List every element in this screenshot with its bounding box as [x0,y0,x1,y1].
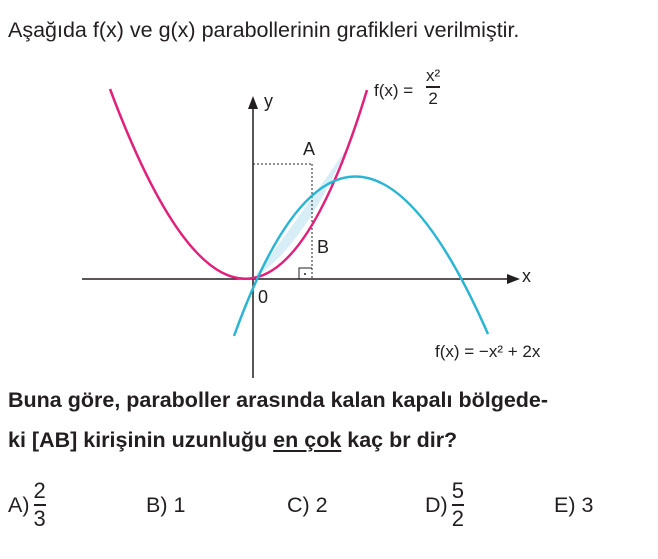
origin-label: 0 [258,287,269,307]
g-label: f(x) = −x² + 2x [435,342,541,361]
question-line-2-pre: ki [AB] kirişinin uzunluğu [8,428,274,452]
x-axis-label: x [522,266,531,286]
x-axis-arrow [507,274,520,284]
option-d-fraction [452,480,464,530]
y-axis-label: y [264,91,273,111]
option-a-denominator: 3 [33,506,46,531]
question-line-2-post: kaç br dir? [341,428,458,452]
option-e[interactable]: E) 3 [554,493,594,517]
option-d-denominator: 2 [451,506,464,531]
question-line-2 [8,428,457,453]
option-a-numerator: 2 [33,478,46,503]
y-axis-arrow [248,96,258,109]
option-a[interactable] [8,480,46,530]
point-a-label: A [303,139,316,159]
f-label-prefix: f(x) = [374,81,414,100]
question-line-1: Buna göre, paraboller arasında kalan kapalı bölgede- [8,388,549,412]
problem-intro: Aşağıda f(x) ve g(x) parabollerinin grafikleri verilmiştir. [8,18,520,42]
option-d-numerator: 5 [451,478,464,503]
option-a-fraction [34,480,46,530]
option-d-label: D) [425,492,448,517]
f-label-fraction [426,67,440,107]
option-d[interactable] [425,480,464,530]
point-b-label: B [317,237,330,257]
f-label-numerator: x² [426,66,441,85]
option-a-label: A) [8,492,30,517]
question-emphasis: en çok [273,428,342,452]
f-label-denominator: 2 [428,88,438,108]
option-b[interactable]: B) 1 [146,493,186,517]
fraction-bar [426,86,440,88]
option-c[interactable]: C) 2 [287,493,328,517]
